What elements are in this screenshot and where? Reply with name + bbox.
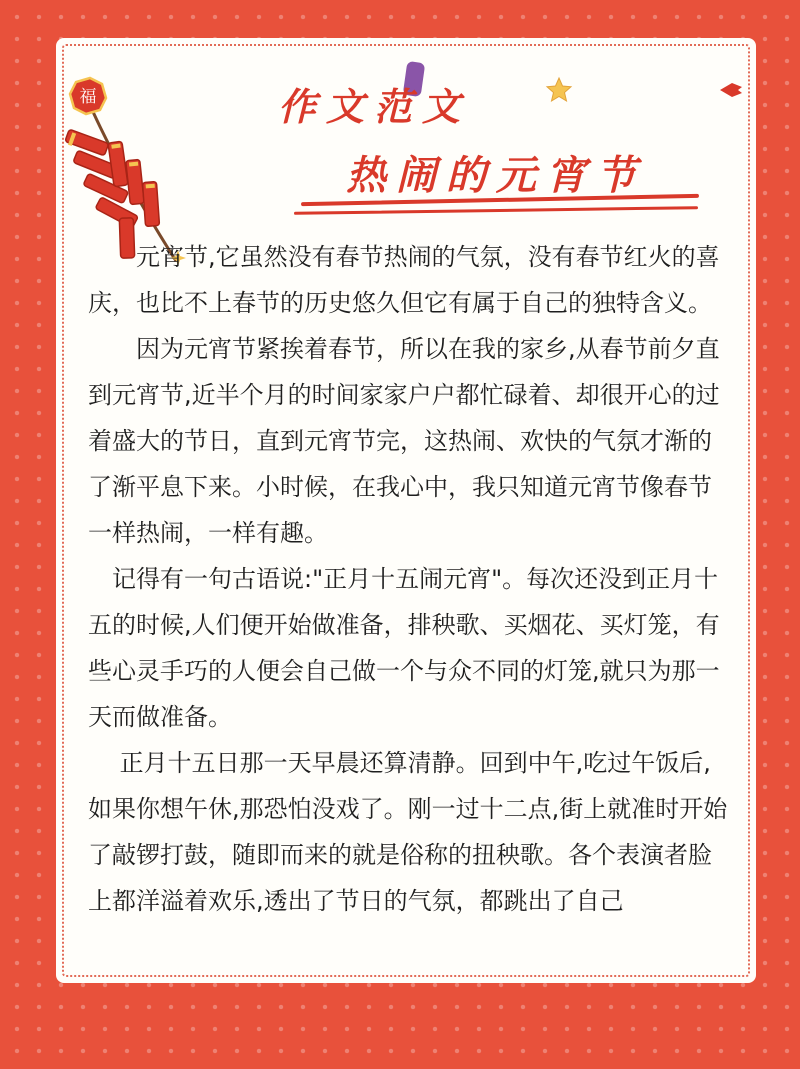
dart-icon: [718, 81, 744, 99]
paragraph-4: 正月十五日那一天早晨还算清静。回到中午,吃过午饭后,如果你想午休,那恐怕没戏了。刚一过十二点,街上就准时开始了敲锣打鼓，随即而来的就是俗称的扭秧歌。各个表演者脸上都洋溢着欢乐,透出了节日的气氛，都跳出了自己: [88, 749, 728, 915]
paragraph-3: 记得有一句古语说:"正月十五闹元宵"。每次还没到正月十五的时候,人们便开始做准备，排秧歌、买烟花、买灯笼，有些心灵手巧的人便会自己做一个与众不同的灯笼,就只为那一天而做准备。: [88, 565, 720, 731]
title-line-1: 作文范文: [278, 84, 471, 129]
fu-badge-icon: [70, 78, 106, 114]
title-line-2: 热闹的元宵节: [346, 152, 646, 199]
article-card: [56, 38, 756, 983]
paragraph-1: 元宵节,它虽然没有春节热闹的气氛，没有春节红火的喜庆，也比不上春节的历史悠久但它有属于自己的独特含义。: [88, 243, 720, 317]
star-icon: [545, 76, 573, 104]
svg-text:福: 福: [79, 87, 97, 107]
paragraph-2: 因为元宵节紧挨着春节，所以在我的家乡,从春节前夕直到元宵节,近半个月的时间家家户户都忙碌着、却很开心的过着盛大的节日，直到元宵节完，这热闹、欢快的气氛才渐的了渐平息下来。小时候，在我心中，我只知道元宵节像春节一样热闹，一样有趣。: [88, 335, 720, 547]
article-body: [88, 234, 734, 924]
